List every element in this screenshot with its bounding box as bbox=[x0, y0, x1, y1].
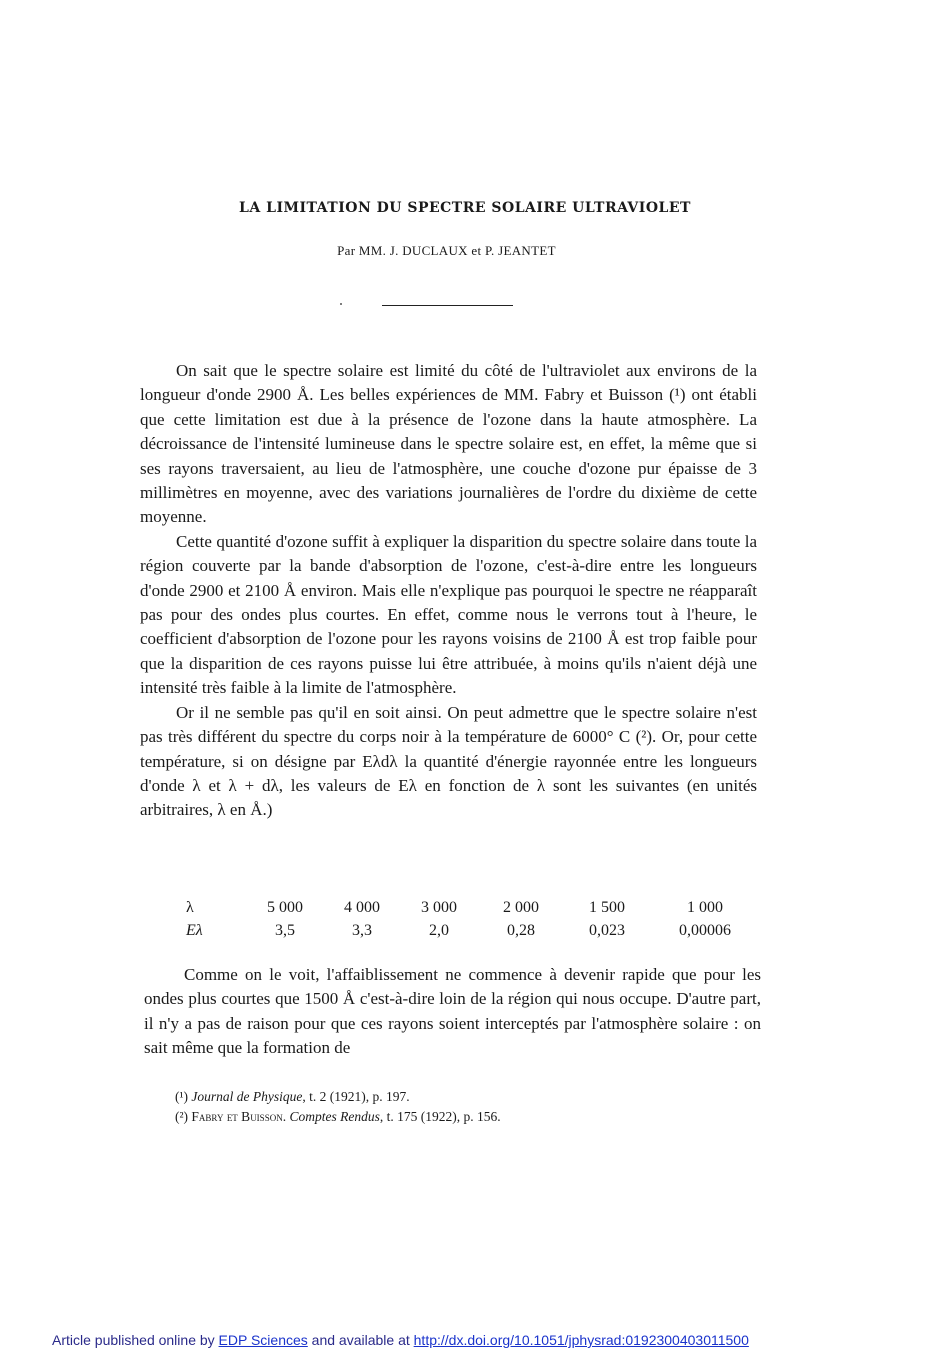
footnote-1 bbox=[175, 1087, 501, 1107]
footnote-journal: Journal de Physique bbox=[191, 1089, 303, 1104]
paragraph-2: Cette quantité d'ozone suffit à expliquer la disparition du spectre solaire dans toute la région couverte par la bande d'absorption de l'ozone, c'est-à-dire entre les longueurs d'onde 2900 et 2100 Å environ. Mais elle n'explique pas pourquoi le spectre ne réapparaît pas pour des ondes plus courtes. En effet, comme nous le verrons tout à l'heure, le coefficient d'absorption de l'ozone pour les rayons voisins de 2100 Å est trop faible pour que la disparition de ces rayons puisse lui être attribuée, à moins qu'ils n'aient déjà une intensité très faible à la limite de l'atmosphère. bbox=[140, 531, 757, 698]
table-cell: 0,023 bbox=[589, 921, 625, 939]
table-row-energy bbox=[182, 919, 760, 942]
title-rule bbox=[382, 305, 513, 306]
table-cell: 4 000 bbox=[344, 898, 380, 916]
notice-prefix: Article published online by bbox=[52, 1332, 215, 1348]
table-cell: 3 000 bbox=[421, 898, 457, 916]
footnotes bbox=[175, 1087, 501, 1127]
publication-notice bbox=[52, 1332, 749, 1348]
footnote-authors: Fabry et Buisson. bbox=[191, 1109, 287, 1124]
paragraph-3: Or il ne semble pas qu'il en soit ainsi. On peut admettre que le spectre solaire n'est pas très différent du spectre du corps noir à la température de 6000° C (²). Or, pour cette température, si on désigne par Eλdλ la quantité d'énergie rayonnée entre les longueurs d'onde λ et λ + dλ, les valeurs de Eλ en fonction de λ sont les suivantes (en unités arbitraires, λ en Å.) bbox=[140, 702, 757, 820]
table-cell: 0,28 bbox=[507, 921, 535, 939]
footnote-mark: (²) bbox=[175, 1109, 189, 1124]
notice-middle: and available at bbox=[311, 1332, 410, 1348]
table-cell: 3,5 bbox=[275, 921, 295, 939]
table-cell: 1 500 bbox=[589, 898, 625, 916]
table-cell: 1 000 bbox=[687, 898, 723, 916]
article-title: LA LIMITATION DU SPECTRE SOLAIRE ULTRAVIOLET bbox=[239, 200, 691, 216]
publisher-link[interactable]: EDP Sciences bbox=[218, 1332, 308, 1348]
paragraph-1: On sait que le spectre solaire est limité du côté de l'ultraviolet aux environs de la longueur d'onde 2900 Å. Les belles expériences de MM. Fabry et Buisson (¹) ont établi que cette limitation est due à la présence de l'ozone dans la haute atmosphère. La décroissance de l'intensité lumineuse dans le spectre solaire est, en effet, la même que si ses rayons traversaient, au lieu de l'atmosphère, une couche d'ozone pur épaisse de 3 millimètres en moyenne, avec des variations journalières de l'ordre du dixième de cette moyenne. bbox=[140, 361, 757, 527]
article-body-continued bbox=[144, 963, 761, 1061]
footnote-ref: , t. 175 (1922), p. 156. bbox=[379, 1109, 501, 1124]
table-cell: 2,0 bbox=[429, 921, 449, 939]
footnote-journal: Comptes Rendus bbox=[289, 1109, 380, 1124]
footnote-ref: , t. 2 (1921), p. 197. bbox=[302, 1089, 410, 1104]
row-label-lambda: λ bbox=[186, 898, 194, 916]
table-cell: 3,3 bbox=[352, 921, 372, 939]
table-cell: 5 000 bbox=[267, 898, 303, 916]
row-label-energy: Eλ bbox=[186, 921, 203, 939]
table-cell: 0,00006 bbox=[679, 921, 731, 939]
footnote-mark: (¹) bbox=[175, 1089, 189, 1104]
table-row-lambda bbox=[182, 896, 760, 919]
article-authors: Par MM. J. DUCLAUX et P. JEANTET bbox=[337, 243, 556, 258]
blackbody-table bbox=[182, 896, 760, 942]
doi-link[interactable]: http://dx.doi.org/10.1051/jphysrad:0192300403011500 bbox=[413, 1332, 749, 1348]
article-body bbox=[140, 359, 757, 823]
table-cell: 2 000 bbox=[503, 898, 539, 916]
footnote-2 bbox=[175, 1107, 501, 1127]
stray-dot bbox=[340, 303, 342, 305]
paragraph-4: Comme on le voit, l'affaiblissement ne commence à devenir rapide que pour les ondes plus courtes que 1500 Å c'est-à-dire loin de la région qui nous occupe. D'autre part, il n'y a pas de raison pour que ces rayons soient interceptés par l'atmosphère solaire : on sait même que la formation de bbox=[144, 965, 761, 1058]
